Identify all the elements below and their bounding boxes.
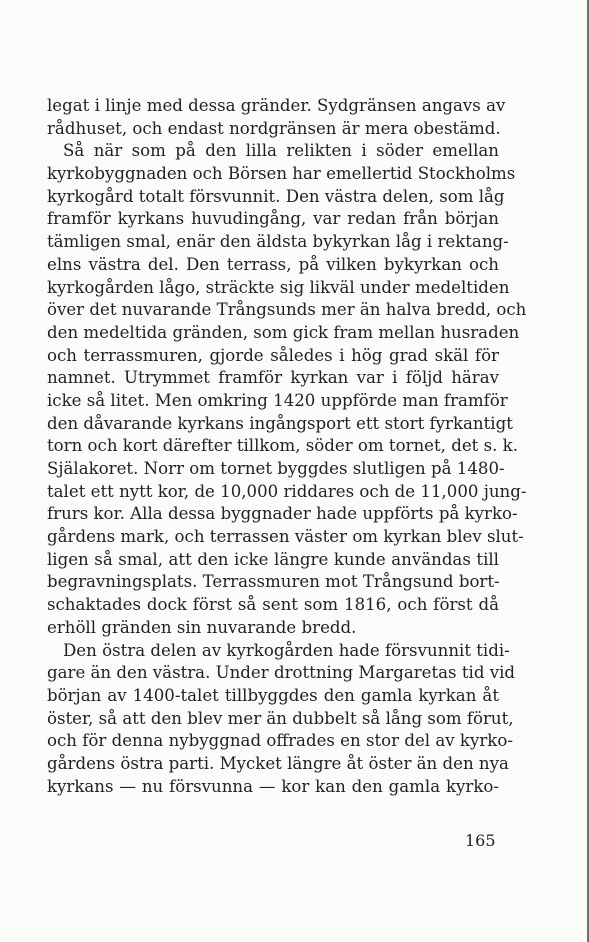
text-line: legat i linje med dessa gränder. Sydgränsen angavs av	[47, 96, 506, 115]
text-line: den medeltida gränden, som gick fram mellan husraden	[47, 322, 520, 342]
text-line: gårdens östra parti. Mycket längre åt öster än den nya	[47, 753, 509, 773]
text-line: kyrkogården lågo, sträckte sig likväl under medeltiden	[47, 277, 510, 297]
text-line: gårdens mark, och terrassen väster om kyrkan blev slut-	[47, 527, 524, 547]
text-line: elns västra del. Den terrass, på vilken bykyrkan och	[47, 254, 499, 274]
text-line: tämligen smal, enär den äldsta bykyrkan låg i rektang-	[47, 232, 509, 252]
text-line: torn och kort därefter tillkom, söder om tornet, det s. k.	[47, 436, 518, 456]
text-line: Den östra delen av kyrkogården hade försvunnit tidi-	[63, 640, 510, 660]
text-line: schaktades dock först så sent som 1816, och först då	[47, 595, 499, 615]
text-line: öster, så att den blev mer än dubbelt så lång som förut,	[47, 708, 514, 728]
text-line: Själakoret. Norr om tornet byggdes slutligen på 1480-	[47, 459, 505, 478]
text-line: erhöll gränden sin nuvarande bredd.	[47, 617, 357, 637]
text-line: namnet. Utrymmet framför kyrkan var i följd härav	[47, 368, 499, 388]
text-line: framför kyrkans huvudingång, var redan från början	[47, 209, 499, 229]
body-text	[47, 95, 527, 798]
text-line: kyrkobyggnaden och Börsen har emellertid Stockholms	[47, 164, 516, 184]
text-line: över det nuvarande Trångsunds mer än halva bredd, och	[47, 300, 527, 320]
text-line: gare än den västra. Under drottning Margaretas tid vid	[47, 663, 516, 683]
text-line: ligen så smal, att den icke längre kunde användas till	[47, 549, 499, 569]
text-line: talet ett nytt kor, de 10,000 riddares och de 11,000 jung-	[47, 481, 527, 501]
text-line: kyrkans — nu försvunna — kor kan den gamla kyrko-	[47, 776, 499, 796]
text-line: begravningsplats. Terrassmuren mot Trångsund bort-	[47, 572, 500, 592]
text-line: frurs kor. Alla dessa byggnader hade uppförts på kyrko-	[47, 504, 518, 524]
text-line: den dåvarande kyrkans ingångsport ett stort fyrkantigt	[47, 413, 513, 433]
text-line: rådhuset, och endast nordgränsen är mera obestämd.	[47, 118, 501, 138]
text-line: och terrassmuren, gjorde således i hög grad skäl för	[47, 345, 499, 365]
text-line: Så när som på den lilla relikten i söder emellan	[63, 141, 499, 161]
text-line: början av 1400-talet tillbyggdes den gamla kyrkan åt	[47, 685, 499, 705]
page-number: 165	[465, 831, 496, 850]
text-line: och för denna nybyggnad offrades en stor del av kyrko-	[47, 731, 513, 751]
text-line: kyrkogård totalt försvunnit. Den västra delen, som låg	[47, 186, 505, 206]
text-line: icke så litet. Men omkring 1420 uppförde man framför	[47, 390, 508, 410]
